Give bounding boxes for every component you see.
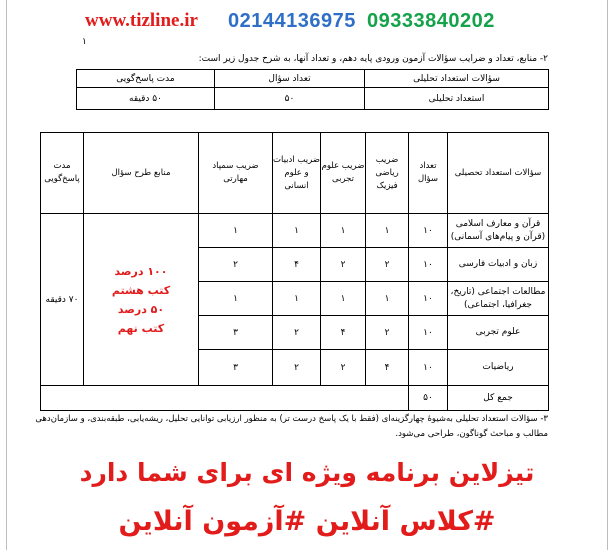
- subject-cell: زبان و ادبیات فارسی: [448, 248, 549, 282]
- coef-cell: ۱: [199, 214, 273, 248]
- total-row: [41, 386, 549, 411]
- table-row: [41, 214, 549, 248]
- coef-cell: ۲: [366, 248, 409, 282]
- table-header-row: [77, 70, 549, 88]
- coef-cell: ۲: [273, 350, 321, 386]
- coef-cell: ۱: [273, 282, 321, 316]
- academic-talent-table: [40, 132, 549, 411]
- intro-paragraph: ۲- منابع، تعداد و ضرایب سؤالات آزمون ورودی پایه دهم، و تعداد آنها، به شرح جدول زیر است:: [198, 54, 548, 64]
- source-line: ۵۰ درصد: [117, 302, 165, 316]
- source-line: کتب هشتم: [111, 283, 171, 297]
- coef-cell: ۴: [366, 350, 409, 386]
- header-cell: ضریب علوم تجربی: [321, 133, 366, 214]
- duration-cell: ۷۰ دقیقه: [41, 214, 84, 386]
- site-header: [0, 8, 614, 38]
- total-value: ۵۰: [409, 386, 448, 411]
- notes-paragraph: ۳- سؤالات استعداد تحلیلی به‌شیوهٔ چهارگزینه‌ای (فقط با یک پاسخ درست تر) به منظور ارزیابی توانایی تحلیل، ریشه‌یابی، طبقه‌بندی، و سازمان‌دهی مطالب و مباحث گوناگون، طراحی می‌شود.: [35, 414, 548, 439]
- coef-cell: ۲: [199, 248, 273, 282]
- header-cell: سؤالات استعداد تحلیلی: [365, 70, 549, 88]
- page-number: ۱: [82, 37, 87, 47]
- table-row: [77, 88, 549, 110]
- total-label: جمع کل: [448, 386, 549, 411]
- phone-number-landline: 02144136975: [228, 10, 356, 32]
- header-cell: سؤالات استعداد تحصیلی: [448, 133, 549, 214]
- count-cell: ۱۰: [409, 214, 448, 248]
- coef-cell: ۲: [321, 248, 366, 282]
- coef-cell: ۱: [199, 282, 273, 316]
- coef-cell: ۴: [321, 316, 366, 350]
- table-cell: ۵۰ دقیقه: [77, 88, 215, 110]
- phone-number-mobile: 09333840202: [367, 10, 495, 32]
- coef-cell: ۳: [199, 350, 273, 386]
- coef-cell: ۱: [321, 282, 366, 316]
- promo-hashtags: #کلاس آنلاین #آزمون آنلاین: [118, 506, 496, 537]
- total-empty-cell: [41, 386, 409, 411]
- site-url[interactable]: www.tizline.ir: [85, 10, 198, 31]
- subject-cell: علوم تجربی: [448, 316, 549, 350]
- table-cell: استعداد تحلیلی: [365, 88, 549, 110]
- promo-headline: تیزلاین برنامه ویژه ای برای شما دارد: [79, 458, 535, 487]
- coef-cell: ۲: [273, 316, 321, 350]
- header-cell: تعداد سؤال: [409, 133, 448, 214]
- subject-cell: قرآن و معارف اسلامی (قرآن و پیام‌های آسمانی): [448, 214, 549, 248]
- header-cell: مدت پاسخ‌گویی: [41, 133, 84, 214]
- coef-cell: ۱: [273, 214, 321, 248]
- header-cell: ضریب سمپاد مهارتی: [199, 133, 273, 214]
- coef-cell: ۱: [366, 214, 409, 248]
- coef-cell: ۲: [321, 350, 366, 386]
- header-cell: ضریب ادبیات و علوم انسانی: [273, 133, 321, 214]
- source-line: کتب نهم: [117, 321, 165, 335]
- analytical-talent-table: [76, 69, 549, 110]
- table-cell: ۵۰: [215, 88, 365, 110]
- source-line: ۱۰۰ درصد: [114, 264, 168, 278]
- coef-cell: ۱: [366, 282, 409, 316]
- header-cell: ضریب ریاضی فیزیک: [366, 133, 409, 214]
- subject-cell: ریاضیات: [448, 350, 549, 386]
- coef-cell: ۲: [366, 316, 409, 350]
- coef-cell: ۱: [321, 214, 366, 248]
- header-cell: منابع طرح سؤال: [84, 133, 199, 214]
- count-cell: ۱۰: [409, 316, 448, 350]
- header-cell: مدت پاسخ‌گویی: [77, 70, 215, 88]
- question-source-cell: [84, 214, 199, 386]
- count-cell: ۱۰: [409, 350, 448, 386]
- header-cell: تعداد سؤال: [215, 70, 365, 88]
- count-cell: ۱۰: [409, 282, 448, 316]
- coef-cell: ۴: [273, 248, 321, 282]
- table-header-row: [41, 133, 549, 214]
- count-cell: ۱۰: [409, 248, 448, 282]
- subject-cell: مطالعات اجتماعی (تاریخ، جغرافیا، اجتماعی): [448, 282, 549, 316]
- coef-cell: ۳: [199, 316, 273, 350]
